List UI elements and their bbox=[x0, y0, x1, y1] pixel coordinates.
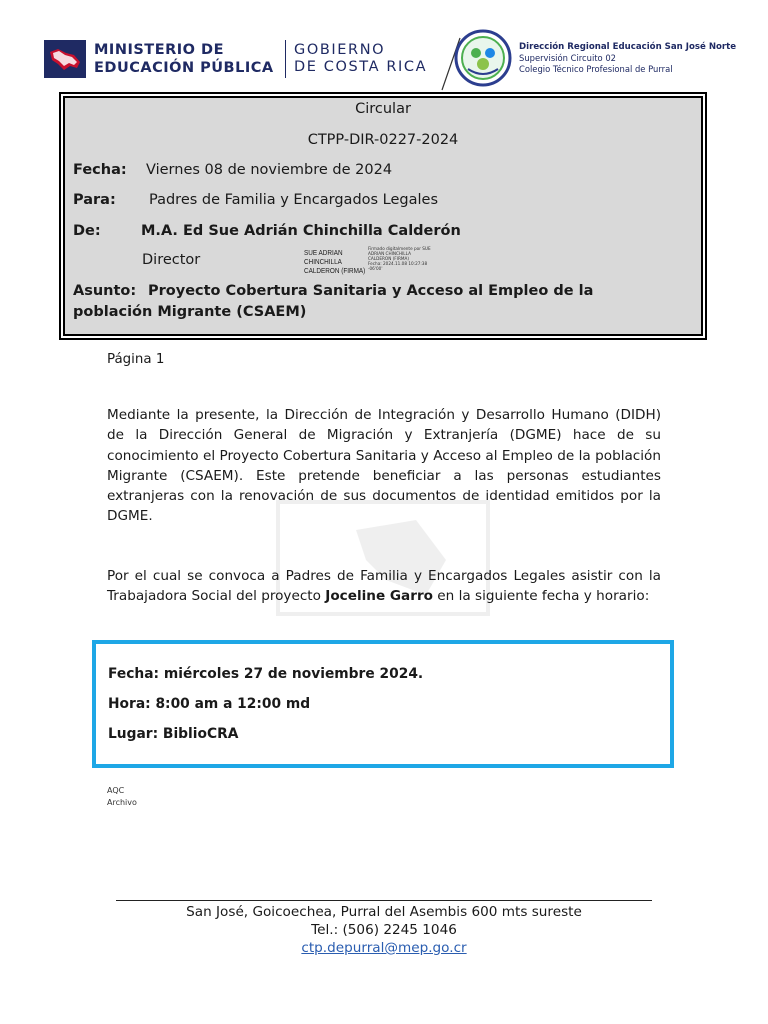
government-name-line2: DE COSTA RICA bbox=[294, 59, 428, 75]
footer-phone: Tel.: (506) 2245 1046 bbox=[311, 922, 457, 938]
ministry-name-line2: EDUCACIÓN PÚBLICA bbox=[94, 60, 274, 76]
asunto-line1: Proyecto Cobertura Sanitaria y Acceso al Empleo de la bbox=[148, 283, 594, 299]
school-seal-icon bbox=[454, 29, 512, 87]
page-number: Página 1 bbox=[107, 352, 165, 367]
para-value: Padres de Familia y Encargados Legales bbox=[149, 192, 439, 208]
fecha-label: Fecha: bbox=[73, 162, 127, 178]
convocation-text-end: en la siguiente fecha y horario: bbox=[432, 588, 650, 605]
asunto-line2: población Migrante (CSAEM) bbox=[73, 304, 307, 320]
signature-name-line1: SUE ADRIAN bbox=[304, 248, 343, 257]
archive-note: Archivo bbox=[107, 798, 137, 807]
social-worker-name: Joceline Garro bbox=[325, 588, 433, 605]
signature-detail-line4: Fecha: 2024.11.08 10:27:38 bbox=[368, 261, 428, 266]
government-name bbox=[294, 42, 427, 76]
footer-divider bbox=[116, 900, 652, 901]
de-label: De: bbox=[73, 223, 101, 239]
supervision-circuit: Supervisión Circuito 02 bbox=[519, 53, 617, 63]
regional-info bbox=[519, 42, 736, 75]
circular-title: Circular bbox=[355, 101, 411, 117]
signature-name-line3: CALDERON (FIRMA) bbox=[304, 266, 366, 275]
school-name: Colegio Técnico Profesional de Purral bbox=[519, 64, 673, 74]
director-role: Director bbox=[142, 252, 201, 268]
circular-code: CTPP-DIR-0227-2024 bbox=[307, 132, 459, 148]
fecha-value: Viernes 08 de noviembre de 2024 bbox=[146, 162, 393, 178]
event-place: Lugar: BiblioCRA bbox=[108, 726, 239, 742]
event-date: Fecha: miércoles 27 de noviembre 2024. bbox=[108, 666, 424, 682]
convocation-text-start: Por el cual se convoca a Padres de Familia y Encargados Legales asistir con la Trabajadora Social del proyecto bbox=[107, 568, 661, 605]
para-label: Para: bbox=[73, 192, 116, 208]
initials: AQC bbox=[107, 786, 125, 795]
regional-direction: Dirección Regional Educación San José Norte bbox=[519, 42, 737, 52]
de-value: M.A. Ed Sue Adrián Chinchilla Calderón bbox=[141, 223, 461, 239]
event-time: Hora: 8:00 am a 12:00 md bbox=[108, 696, 311, 712]
digital-signature-detail bbox=[368, 246, 431, 271]
footer-address: San José, Goicoechea, Purral del Asembis 600 mts sureste bbox=[186, 904, 582, 920]
signature-detail-line5: -06'00' bbox=[368, 266, 383, 271]
footer-email-row bbox=[116, 940, 652, 956]
paragraph-convocation bbox=[107, 566, 661, 607]
ministry-name-line1: MINISTERIO DE bbox=[94, 42, 224, 58]
government-name-line1: GOBIERNO bbox=[294, 42, 386, 58]
asunto-label: Asunto: bbox=[73, 283, 137, 299]
header-divider bbox=[285, 40, 286, 78]
footer-email-link[interactable]: ctp.depurral@mep.go.cr bbox=[301, 940, 467, 956]
signature-name-line2: CHINCHILLA bbox=[304, 257, 342, 266]
signature-detail-line3: CALDERON (FIRMA) bbox=[368, 256, 409, 261]
ministry-name bbox=[94, 41, 274, 77]
mep-logo bbox=[44, 40, 86, 78]
signature-detail-line2: ADRIAN CHINCHILLA bbox=[368, 251, 411, 256]
digital-signature-name bbox=[304, 248, 365, 275]
paragraph-intro: Mediante la presente, la Dirección de Integración y Desarrollo Humano (DIDH) de la Dirección General de Migración y Extranjería (DGME) hace de su conocimiento el Proyecto Cobertura Sanitaria y Acceso al Empleo de la población Migrante (CSAEM). Este pretende beneficiar a las personas estudiantes extranjeras con la renovación de sus documentos de identidad emitidos por la DGME. bbox=[107, 407, 661, 525]
signature-detail-line1: Firmado digitalmente por SUE bbox=[368, 246, 431, 251]
